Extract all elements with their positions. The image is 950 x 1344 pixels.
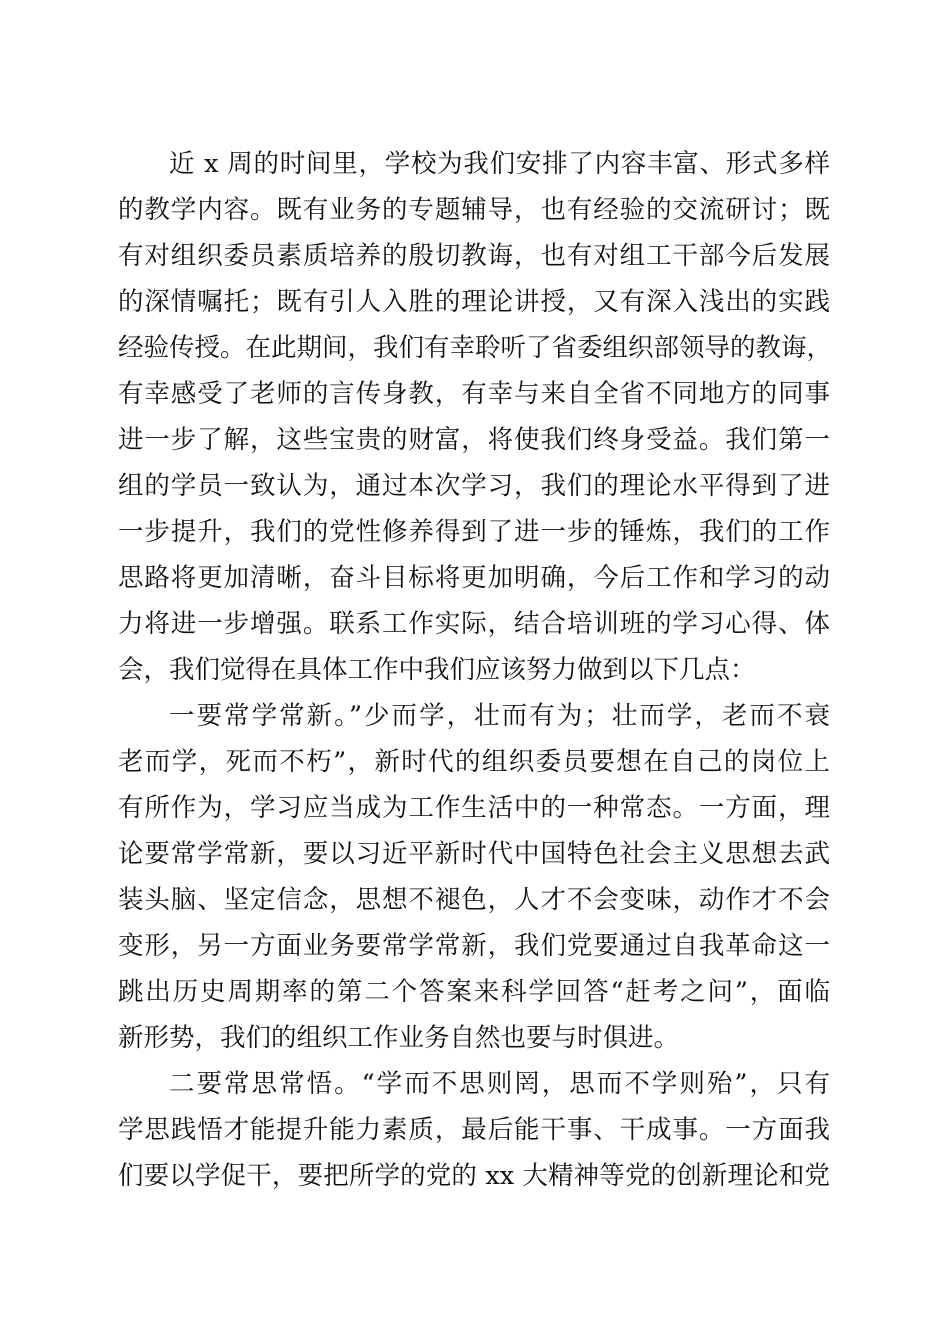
paragraph-1-line-9: 一步提升，我们的党性修养得到了进一步的锤炼，我们的工作 [118,517,830,547]
paragraph-3-line-1: 二要常思常悟。“学而不思则罔，思而不学则殆”，只有 [169,1069,830,1099]
paragraph-2-line-1: 一要常学常新。”少而学，壮而有为；壮而学，老而不衰 [169,701,830,731]
paragraph-1-line-10: 思路将更加清晰，奋斗目标将更加明确，今后工作和学习的动 [118,563,830,593]
paragraph-2-line-5: 装头脑、坚定信念，思想不褪色，人才不会变味，动作才不会 [118,885,830,915]
paragraph-1-line-8: 组的学员一致认为，通过本次学习，我们的理论水平得到了进 [118,471,830,501]
paragraph-1-line-11: 力将进一步增强。联系工作实际，结合培训班的学习心得、体 [118,609,830,639]
paragraph-1-line-1: 近 x 周的时间里，学校为我们安排了内容丰富、形式多样 [169,149,830,179]
paragraph-2-line-3: 有所作为，学习应当成为工作生活中的一种常态。一方面，理 [118,793,830,823]
document-body [118,141,833,1199]
paragraph-1-line-4: 的深情嘱托；既有引人入胜的理论讲授，又有深入浅出的实践 [118,287,830,317]
paragraph-2-line-8: 新形势，我们的组织工作业务自然也要与时俱进。 [118,1023,680,1053]
paragraph-1-line-6: 有幸感受了老师的言传身教，有幸与来自全省不同地方的同事 [118,379,830,409]
paragraph-2-line-4: 论要常学常新，要以习近平新时代中国特色社会主义思想去武 [118,839,830,869]
paragraph-1-line-3: 有对组织委员素质培养的殷切教诲，也有对组工干部今后发展 [118,241,830,271]
paragraph-2-line-7: 跳出历史周期率的第二个答案来科学回答“赶考之问”，面临 [118,977,830,1007]
paragraph-3-line-3: 们要以学促干，要把所学的党的 xx 大精神等党的创新理论和党 [118,1161,830,1191]
paragraph-1-line-12: 会，我们觉得在具体工作中我们应该努力做到以下几点： [118,655,756,685]
paragraph-1-line-2: 的教学内容。既有业务的专题辅导，也有经验的交流研讨；既 [118,195,830,225]
paragraph-2-line-6: 变形，另一方面业务要常学常新，我们党要通过自我革命这一 [118,931,830,961]
paragraph-3-line-2: 学思践悟才能提升能力素质，最后能干事、干成事。一方面我 [118,1115,830,1145]
paragraph-2-line-2: 老而学，死而不朽”，新时代的组织委员要想在自己的岗位上 [118,747,830,777]
paragraph-1-line-7: 进一步了解，这些宝贵的财富，将使我们终身受益。我们第一 [118,425,830,455]
paragraph-1-line-5: 经验传授。在此期间，我们有幸聆听了省委组织部领导的教诲， [118,333,833,363]
